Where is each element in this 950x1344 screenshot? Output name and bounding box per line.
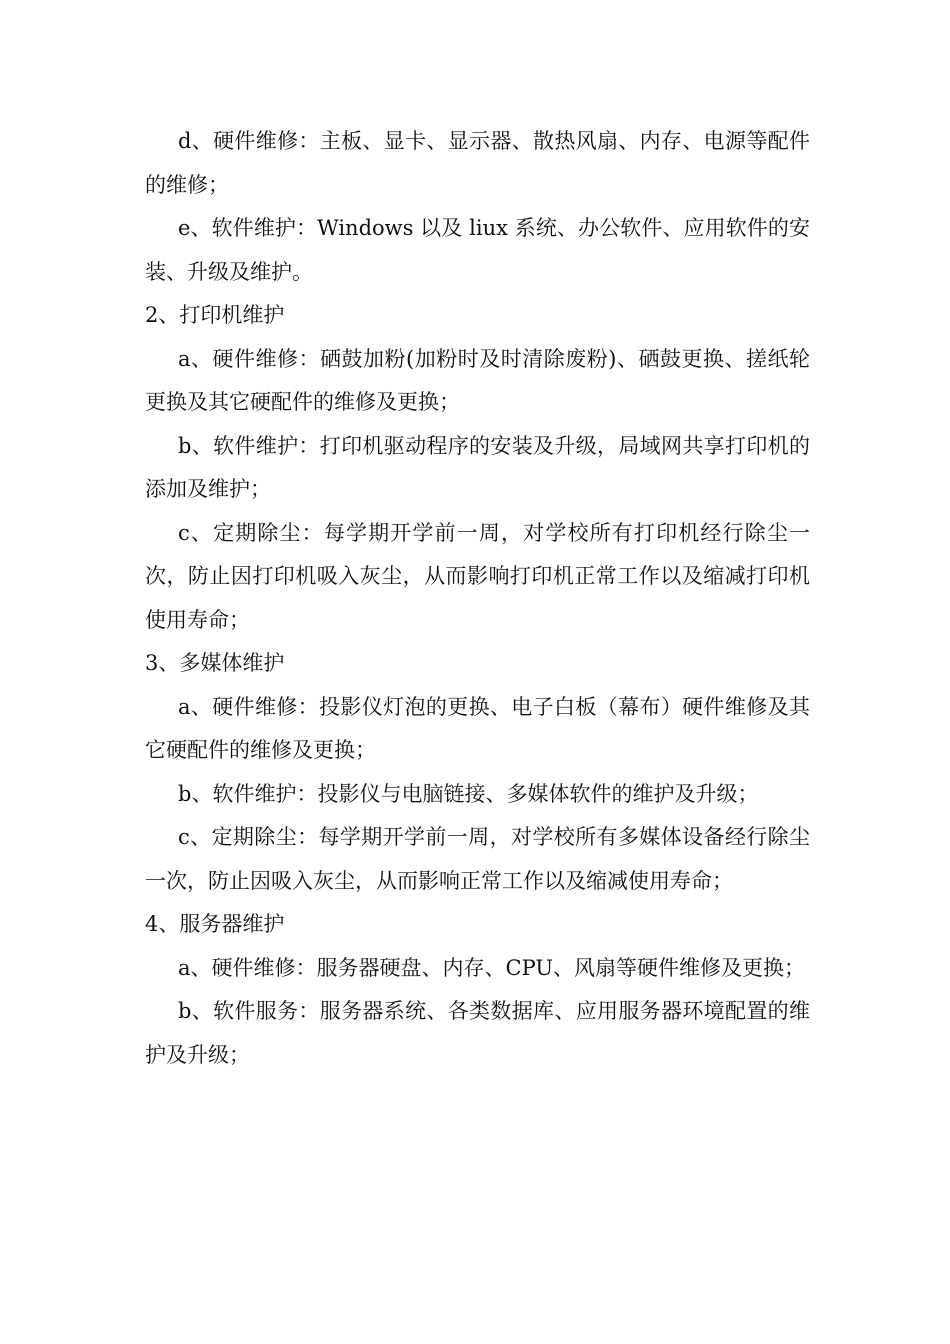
paragraph-server-hardware-repair: a、硬件维修：服务器硬盘、内存、CPU、风扇等硬件维修及更换； [178,955,806,980]
paragraph-server-software-service: b、软件服务：服务器系统、各类数据库、应用服务器环境配置的维护及升级； [145,999,810,1067]
section-heading-printer-maintenance: 2、打印机维护 [145,303,285,327]
paragraph-multimedia-hardware-repair: a、硬件维修：投影仪灯泡的更换、电子白板（幕布）硬件维修及其它硬配件的维修及更换； [145,694,810,762]
paragraph-printer-hardware-repair: a、硬件维修：硒鼓加粉(加粉时及时清除废粉)、硒鼓更换、搓纸轮更换及其它硬配件的维修及更换； [145,346,810,414]
document-body [145,120,810,1077]
paragraph-multimedia-dust-cleaning: c、定期除尘：每学期开学前一周，对学校所有多媒体设备经行除尘一次，防止因吸入灰尘，从而影响正常工作以及缩减使用寿命； [145,825,810,893]
section-heading-multimedia-maintenance: 3、多媒体维护 [145,651,285,675]
section-heading-server-maintenance: 4、服务器维护 [145,912,285,936]
paragraph-multimedia-software-maintenance: b、软件维护：投影仪与电脑链接、多媒体软件的维护及升级； [178,781,759,806]
paragraph-hardware-repair-d: d、硬件维修：主板、显卡、显示器、散热风扇、内存、电源等配件的维修； [145,129,810,197]
paragraph-printer-dust-cleaning: c、定期除尘：每学期开学前一周，对学校所有打印机经行除尘一次，防止因打印机吸入灰尘，从而影响打印机正常工作以及缩减打印机使用寿命； [145,520,810,632]
paragraph-software-maintenance-e: e、软件维护：Windows 以及 liux 系统、办公软件、应用软件的安装、升级及维护。 [145,216,810,284]
paragraph-printer-software-maintenance: b、软件维护：打印机驱动程序的安装及升级，局域网共享打印机的添加及维护； [145,433,810,501]
